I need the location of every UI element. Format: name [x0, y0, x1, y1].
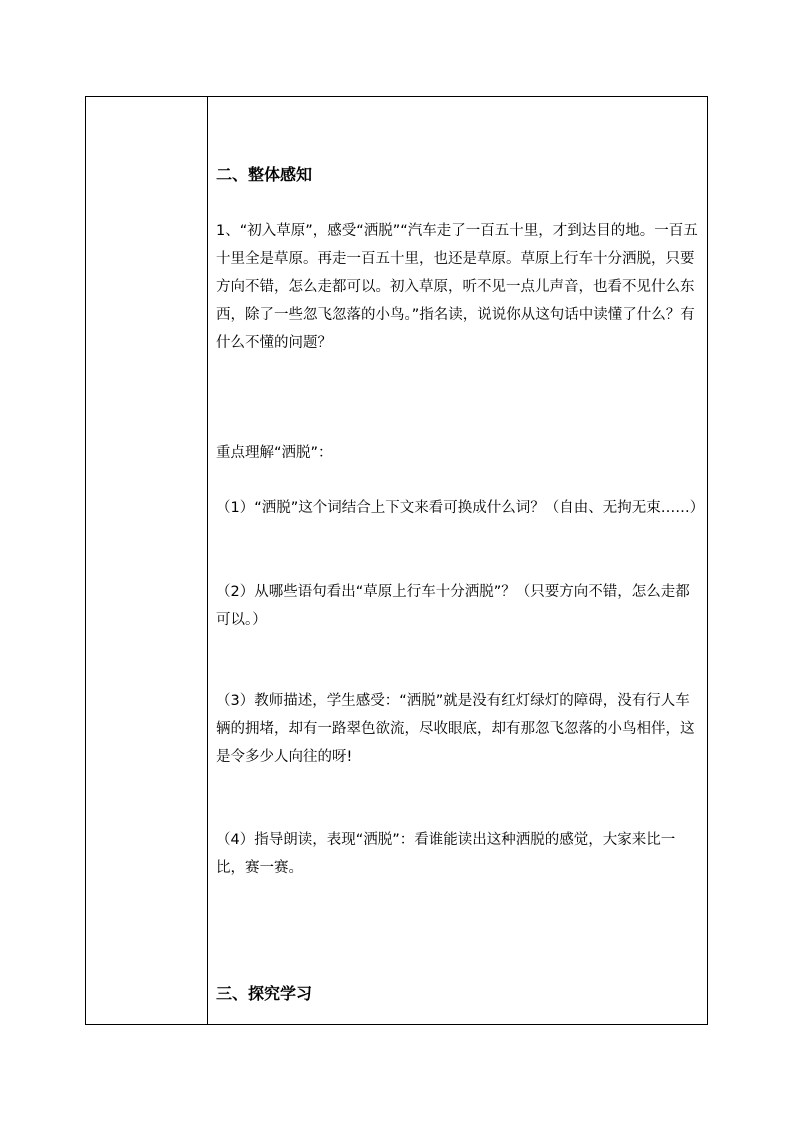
table-left-cell [86, 97, 208, 1024]
paragraph-point-3: （3）教师描述，学生感受：“洒脱”就是没有红灯绿灯的障碍，没有行人车辆的拥堵，却有一路翠色欲流，尽收眼底，却有那忽飞忽落的小鸟相伴，这是令多少人向往的呀! [216, 693, 695, 765]
section-heading-inquiry-learning: 三、探究学习 [216, 984, 313, 1003]
paragraph-point-2: （2）从哪些语句看出“草原上行车十分洒脱”？（只要方向不错，怎么走都可以。） [216, 584, 690, 628]
lesson-table [85, 96, 708, 1025]
paragraph-initial-grassland: 1、“初入草原”，感受“洒脱”“汽车走了一百五十里，才到达目的地。一百五十里全是草原。再走一百五十里，也还是草原。草原上行车十分洒脱，只要方向不错，怎么走都可以。初入草原，听不见一点儿声音，也看不见什么东西，除了一些忽飞忽落的小鸟。”指名读，说说你从这句话中读懂了什么？有什么不懂的问题？ [216, 223, 698, 351]
table-right-cell [209, 97, 707, 1024]
paragraph-key-understanding: 重点理解“洒脱”： [216, 445, 333, 461]
paragraph-point-1: （1）“洒脱”这个词结合上下文来看可换成什么词？（自由、无拘无束……） [216, 500, 705, 516]
paragraph-point-4: （4）指导朗读，表现“洒脱”：看谁能读出这种洒脱的感觉，大家来比一比，赛一赛。 [216, 832, 676, 876]
section-heading-overall-perception: 二、整体感知 [216, 165, 313, 184]
